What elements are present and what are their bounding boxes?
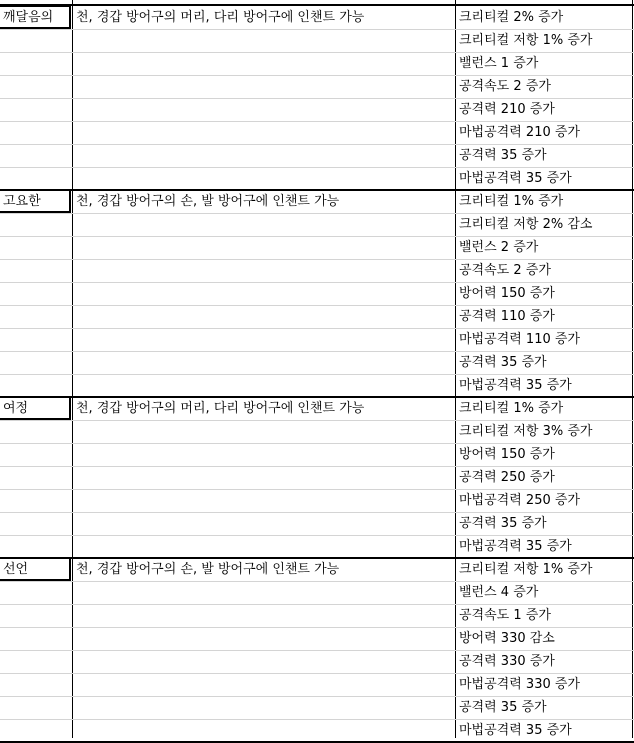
stat-cell[interactable]: 마법공격력 35 증가 [459, 378, 572, 393]
stat-cell[interactable]: 밸런스 4 증가 [459, 585, 539, 600]
row-divider [0, 535, 634, 536]
stat-cell[interactable]: 크리티컬 1% 증가 [459, 401, 564, 416]
stat-cell[interactable]: 크리티컬 저항 1% 증가 [459, 33, 593, 48]
stat-cell[interactable]: 마법공격력 330 증가 [459, 677, 580, 692]
row-divider [0, 512, 634, 513]
row-divider [0, 167, 634, 168]
stat-cell[interactable]: 공격력 210 증가 [459, 102, 555, 117]
stat-cell[interactable]: 밸런스 2 증가 [459, 240, 539, 255]
enchant-description[interactable]: 천, 경갑 방어구의 손, 발 방어구에 인챈트 가능 [76, 194, 340, 209]
stat-cell[interactable]: 크리티컬 저항 1% 증가 [459, 562, 593, 577]
row-divider [0, 121, 634, 122]
row-divider [0, 420, 634, 421]
row-divider [0, 98, 634, 99]
stat-cell[interactable]: 마법공격력 35 증가 [459, 723, 572, 738]
row-divider [0, 75, 634, 76]
enchant-name[interactable]: 선언 [3, 562, 29, 577]
row-divider [0, 696, 634, 697]
row-divider [0, 236, 634, 237]
stat-cell[interactable]: 공격력 35 증가 [459, 516, 547, 531]
row-divider [0, 305, 634, 306]
stat-cell[interactable]: 크리티컬 1% 증가 [459, 194, 564, 209]
row-divider [0, 282, 634, 283]
row-divider [0, 673, 634, 674]
stat-cell[interactable]: 방어력 330 감소 [459, 631, 555, 646]
stat-cell[interactable]: 마법공격력 35 증가 [459, 171, 572, 186]
row-divider [0, 29, 634, 30]
stat-cell[interactable]: 공격속도 2 증가 [459, 79, 551, 94]
row-divider [0, 604, 634, 605]
stat-cell[interactable]: 공격력 250 증가 [459, 470, 555, 485]
row-divider [0, 443, 634, 444]
stat-cell[interactable]: 마법공격력 210 증가 [459, 125, 580, 140]
stat-cell[interactable]: 크리티컬 2% 증가 [459, 10, 564, 25]
stat-cell[interactable]: 공격력 110 증가 [459, 309, 555, 324]
enchant-description[interactable]: 천, 경갑 방어구의 머리, 다리 방어구에 인챈트 가능 [76, 10, 365, 25]
row-divider [0, 719, 634, 720]
stat-cell[interactable]: 공격속도 1 증가 [459, 608, 551, 623]
stat-cell[interactable]: 공격력 35 증가 [459, 700, 547, 715]
stat-cell[interactable]: 방어력 150 증가 [459, 286, 555, 301]
row-divider [0, 627, 634, 628]
row-divider [0, 328, 634, 329]
enchant-description[interactable]: 천, 경갑 방어구의 손, 발 방어구에 인챈트 가능 [76, 562, 340, 577]
stat-cell[interactable]: 방어력 150 증가 [459, 447, 555, 462]
stat-cell[interactable]: 마법공격력 110 증가 [459, 332, 580, 347]
stat-cell[interactable]: 마법공격력 250 증가 [459, 493, 580, 508]
enchant-name[interactable]: 고요한 [3, 194, 41, 209]
stat-cell[interactable]: 마법공격력 35 증가 [459, 539, 572, 554]
enchant-name[interactable]: 깨달음의 [3, 10, 54, 25]
row-divider [0, 213, 634, 214]
row-divider [0, 374, 634, 375]
stat-cell[interactable]: 공격력 35 증가 [459, 355, 547, 370]
stat-cell[interactable]: 공격속도 2 증가 [459, 263, 551, 278]
enchant-description[interactable]: 천, 경갑 방어구의 머리, 다리 방어구에 인챈트 가능 [76, 401, 365, 416]
row-divider [0, 351, 634, 352]
stat-cell[interactable]: 공격력 330 증가 [459, 654, 555, 669]
stat-cell[interactable]: 공격력 35 증가 [459, 148, 547, 163]
row-divider [0, 581, 634, 582]
row-divider [0, 489, 634, 490]
row-divider [0, 466, 634, 467]
row-divider [0, 650, 634, 651]
stat-cell[interactable]: 크리티컬 저항 3% 증가 [459, 424, 593, 439]
stat-cell[interactable]: 밸런스 1 증가 [459, 56, 539, 71]
row-divider [0, 52, 634, 53]
stat-cell[interactable]: 크리티컬 저항 2% 감소 [459, 217, 593, 232]
enchant-name[interactable]: 여정 [3, 401, 29, 416]
row-divider [0, 144, 634, 145]
row-divider [0, 259, 634, 260]
